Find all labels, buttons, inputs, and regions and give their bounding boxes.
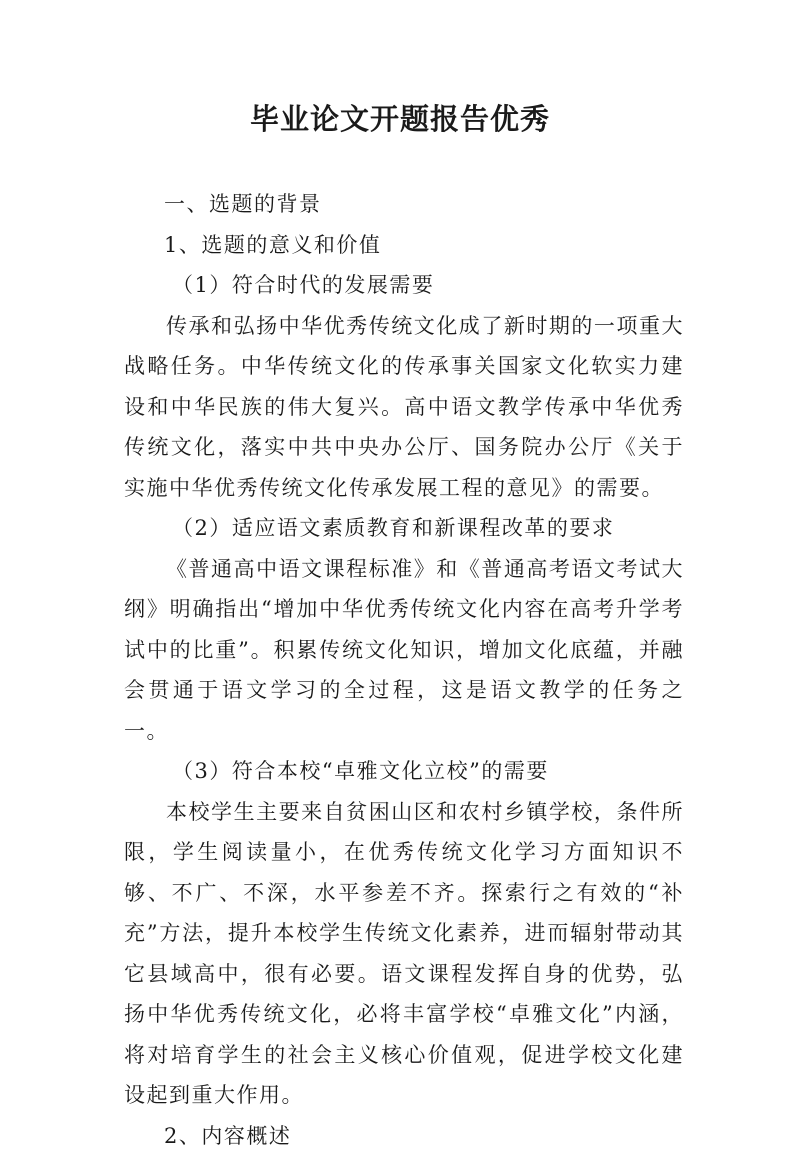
point-heading-3: （3）符合本校“卓雅文化立校”的需要 [124, 751, 684, 792]
paragraph-1: 传承和弘扬中华优秀传统文化成了新时期的一项重大战略任务。中华传统文化的传承事关国家文化软实力建设和中华民族的伟大复兴。高中语文教学传承中华优秀传统文化，落实中共中央办公厅、国务院办公厅《关于实施中华优秀传统文化传承发展工程的意见》的需要。 [124, 306, 684, 509]
subsection-heading-significance: 1、选题的意义和价值 [124, 225, 684, 266]
paragraph-3: 本校学生主要来自贫困山区和农村乡镇学校，条件所限，学生阅读量小，在优秀传统文化学习方面知识不够、不广、不深，水平参差不齐。探索行之有效的“补充”方法，提升本校学生传统文化素养，进而辐射带动其它县域高中，很有必要。语文课程发挥自身的优势，弘扬中华优秀传统文化，必将丰富学校“卓雅文化”内涵，将对培育学生的社会主义核心价值观，促进学校文化建设起到重大作用。 [124, 792, 684, 1116]
point-heading-2: （2）适应语文素质教育和新课程改革的要求 [124, 508, 684, 549]
section-heading-background: 一、选题的背景 [124, 184, 684, 225]
subsection-heading-overview: 2、内容概述 [124, 1116, 684, 1156]
document-title: 毕业论文开题报告优秀 [0, 97, 800, 141]
document-body [124, 184, 684, 1156]
paragraph-2: 《普通高中语文课程标准》和《普通高考语文考试大纲》明确指出“增加中华优秀传统文化内容在高考升学考试中的比重”。积累传统文化知识，增加文化底蕴，并融会贯通于语文学习的全过程，这是语文教学的任务之一。 [124, 549, 684, 752]
point-heading-1: （1）符合时代的发展需要 [124, 265, 684, 306]
